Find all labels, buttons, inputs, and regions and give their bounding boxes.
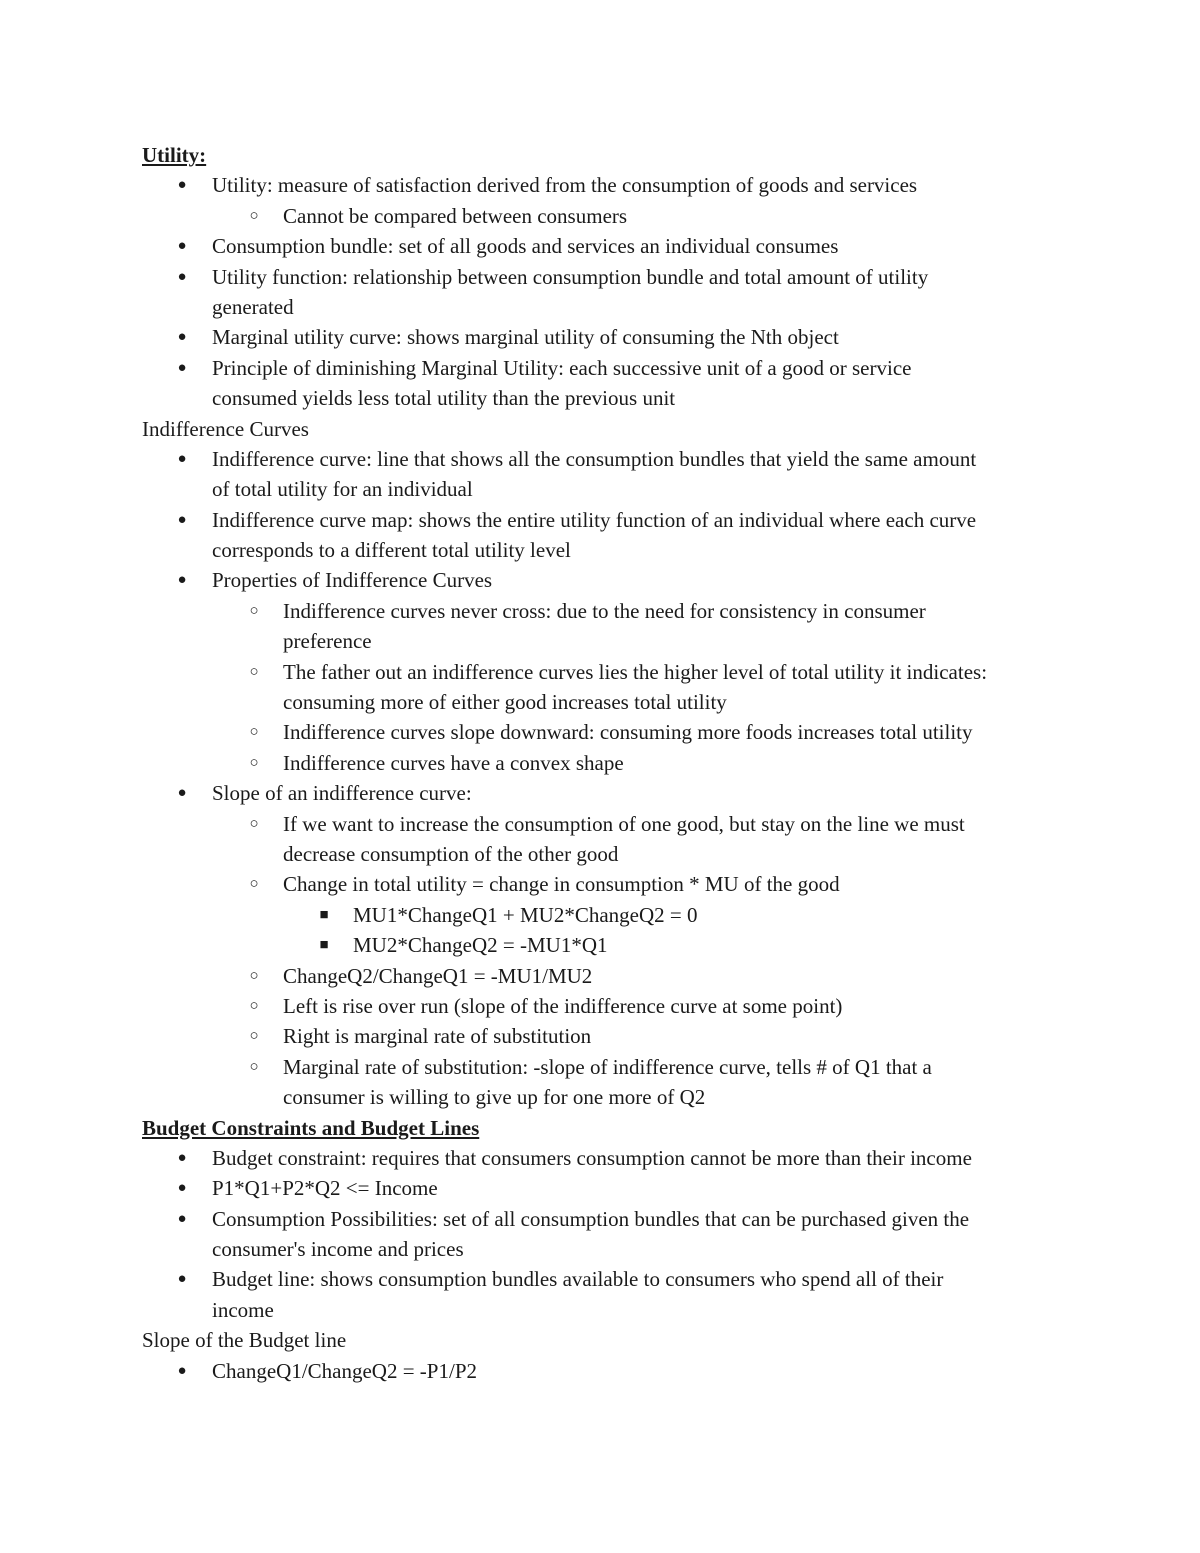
line-text: Indifference curve: line that shows all the consumption bundles that yield the same amount [212,446,977,471]
bullet-disc-icon: ● [177,785,187,802]
line-text: income [212,1297,274,1322]
bullet-disc-icon: ● [177,1210,187,1227]
sub-bullet-item [0,961,1200,991]
line-text: Utility: measure of satisfaction derived from the consumption of goods and services [212,173,918,198]
sub-bullet-item [0,626,1200,656]
line-text: P1*Q1+P2*Q2 <= Income [212,1176,438,1201]
bullet-disc-icon: ● [177,359,187,376]
bullet-item [0,1173,1200,1203]
bullet-item [0,322,1200,352]
line-text: corresponds to a different total utility level [212,538,571,563]
line-text: Indifference curve map: shows the entire utility function of an individual where each curve [212,507,977,532]
bullet-square-icon: ■ [319,906,329,923]
line-text: Indifference Curves [142,416,309,441]
bullet-item [0,1356,1200,1386]
line-text: Budget Constraints and Budget Lines [142,1115,480,1140]
bullet-item [0,1234,1200,1264]
bullet-disc-icon: ● [177,1362,187,1379]
line-text: preference [283,629,372,654]
line-text: generated [212,294,294,319]
line-text: Consumption Possibilities: set of all consumption bundles that can be purchased given the [212,1206,970,1231]
line-text: ChangeQ1/ChangeQ2 = -P1/P2 [212,1358,477,1383]
bullet-item [0,1264,1200,1294]
bullet-circle-icon: ○ [249,1058,259,1075]
bullet-item [0,1143,1200,1173]
bullet-circle-icon: ○ [249,207,259,224]
bullet-item [0,565,1200,595]
bullet-circle-icon: ○ [249,1028,259,1045]
bullet-item [0,505,1200,535]
sub-bullet-item [0,201,1200,231]
line-text: Change in total utility = change in consumption * MU of the good [283,872,840,897]
sub-sub-bullet-item [0,930,1200,960]
line-text: Budget line: shows consumption bundles available to consumers who spend all of their [212,1267,944,1292]
section-heading [0,1113,1200,1143]
bullet-disc-icon: ● [177,177,187,194]
line-text: decrease consumption of the other good [283,841,619,866]
bullet-circle-icon: ○ [249,754,259,771]
line-text: consumed yields less total utility than the previous unit [212,386,676,411]
sub-bullet-item [0,1052,1200,1082]
section-heading [0,140,1200,170]
bullet-circle-icon: ○ [249,602,259,619]
document-page [0,140,1200,1386]
sub-bullet-item [0,687,1200,717]
bullet-item [0,1204,1200,1234]
bullet-circle-icon: ○ [249,815,259,832]
bullet-disc-icon: ● [177,1271,187,1288]
bullet-disc-icon: ● [177,268,187,285]
sub-bullet-item [0,717,1200,747]
bullet-item [0,262,1200,292]
bullet-item [0,170,1200,200]
line-text: Indifference curves never cross: due to the need for consistency in consumer [283,598,926,623]
bullet-circle-icon: ○ [249,876,259,893]
sub-bullet-item [0,809,1200,839]
bullet-item [0,231,1200,261]
sub-bullet-item [0,596,1200,626]
bullet-item [0,535,1200,565]
bullet-circle-icon: ○ [249,967,259,984]
line-text: of total utility for an individual [212,477,473,502]
sub-sub-bullet-item [0,900,1200,930]
sub-bullet-item [0,869,1200,899]
sub-bullet-item [0,991,1200,1021]
line-text: Slope of the Budget line [142,1328,347,1353]
line-text: Right is marginal rate of substitution [283,1024,592,1049]
line-text: Principle of diminishing Marginal Utility: each successive unit of a good or service [212,355,912,380]
subsection-title [0,414,1200,444]
line-text: Indifference curves have a convex shape [283,750,624,775]
bullet-disc-icon: ● [177,238,187,255]
line-text: Utility function: relationship between consumption bundle and total amount of utility [212,264,929,289]
line-text: consumer's income and prices [212,1237,464,1262]
sub-bullet-item [0,657,1200,687]
bullet-item [0,474,1200,504]
bullet-circle-icon: ○ [249,663,259,680]
sub-bullet-item [0,1021,1200,1051]
bullet-square-icon: ■ [319,937,329,954]
line-text: Marginal utility curve: shows marginal utility of consuming the Nth object [212,325,839,350]
bullet-circle-icon: ○ [249,997,259,1014]
line-text: Left is rise over run (slope of the indifference curve at some point) [283,993,843,1018]
line-text: ChangeQ2/ChangeQ1 = -MU1/MU2 [283,963,593,988]
line-text: Cannot be compared between consumers [283,203,628,228]
line-text: If we want to increase the consumption of one good, but stay on the line we must [283,811,965,836]
line-text: The father out an indifference curves lies the higher level of total utility it indicates: [283,659,988,684]
bullet-disc-icon: ● [177,450,187,467]
line-text: Utility: [142,143,207,167]
line-text: Slope of an indifference curve: [212,781,472,806]
line-text: Marginal rate of substitution: -slope of indifference curve, tells # of Q1 that a [283,1054,932,1079]
bullet-disc-icon: ● [177,329,187,346]
line-text: MU2*ChangeQ2 = -MU1*Q1 [353,933,608,958]
bullet-item [0,778,1200,808]
line-text: consumer is willing to give up for one more of Q2 [283,1085,706,1110]
bullet-circle-icon: ○ [249,724,259,741]
bullet-disc-icon: ● [177,511,187,528]
line-text: Indifference curves slope downward: consuming more foods increases total utility [283,720,973,745]
bullet-disc-icon: ● [177,572,187,589]
line-text: Budget constraint: requires that consumers consumption cannot be more than their income [212,1145,972,1170]
bullet-item [0,1295,1200,1325]
line-text: consuming more of either good increases total utility [283,690,727,715]
bullet-item [0,383,1200,413]
bullet-item [0,444,1200,474]
bullet-item [0,292,1200,322]
line-text: Properties of Indifference Curves [212,568,493,593]
line-text: MU1*ChangeQ1 + MU2*ChangeQ2 = 0 [353,902,698,927]
bullet-item [0,353,1200,383]
bullet-disc-icon: ● [177,1180,187,1197]
sub-bullet-item [0,1082,1200,1112]
sub-bullet-item [0,748,1200,778]
bullet-disc-icon: ● [177,1149,187,1166]
subsection-title [0,1325,1200,1355]
sub-bullet-item [0,839,1200,869]
line-text: Consumption bundle: set of all goods and services an individual consumes [212,234,839,259]
